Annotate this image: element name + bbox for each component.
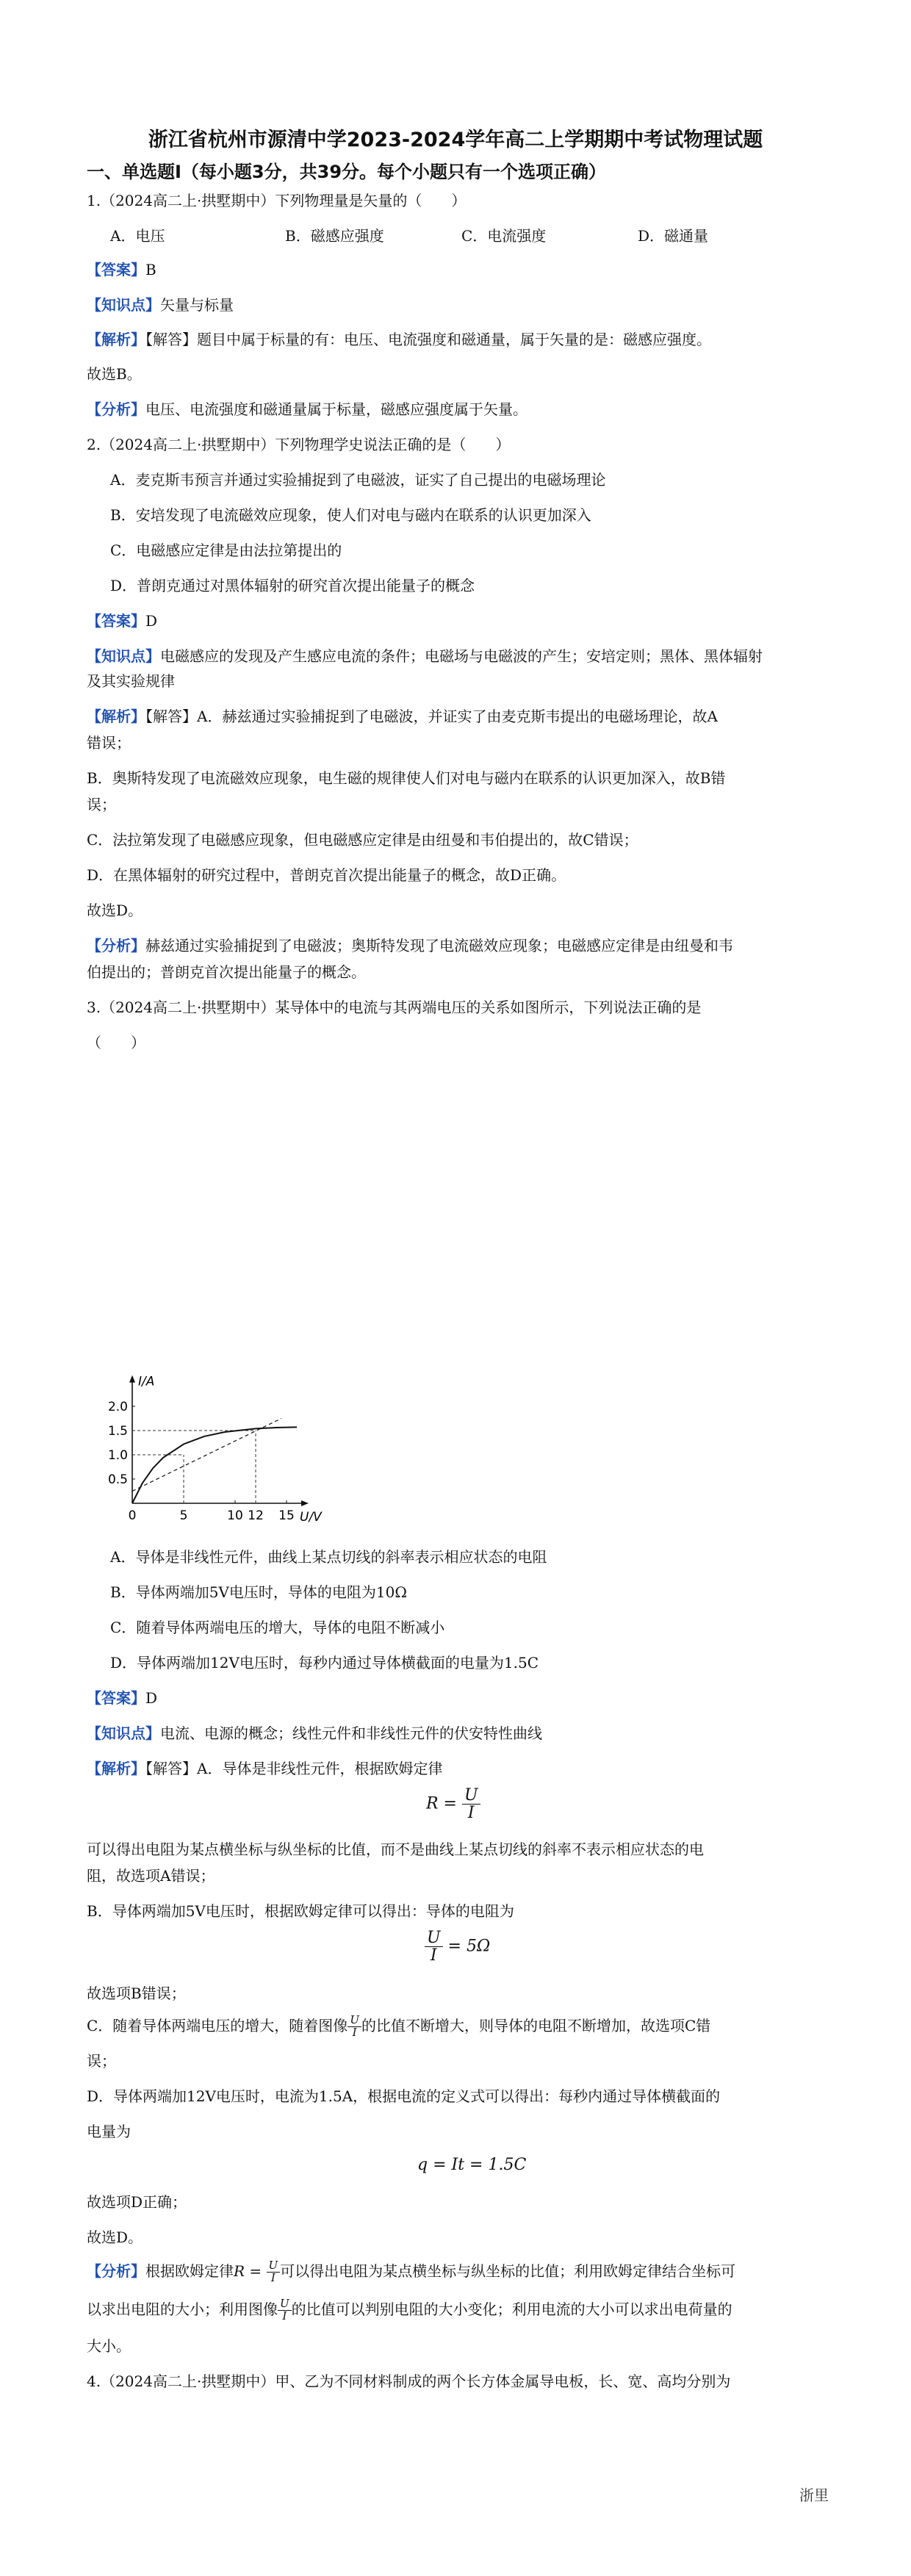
q2-analysis-b: B．奥斯特发现了电流磁效应现象，电生磁的规律使人们对电与磁内在联系的认识更加深入，故B错 [87,769,726,787]
q3-option-d: D．导体两端加12V电压时，每秒内通过导体横截面的电量为1.5C [110,1654,539,1672]
y-axis-arrow [129,1375,135,1383]
y-tick-label: 2.0 [107,1400,128,1414]
q2-option-a: A．麦克斯韦预言并通过实验捕捉到了电磁波，证实了自己提出的电磁场理论 [110,471,606,489]
iu-chart [88,1364,323,1540]
x-axis-arrow [301,1500,309,1506]
q2-stem: 2.（2024高二上·拱墅期中）下列物理学史说法正确的是（ ） [87,436,511,453]
equation-resistance: $\frac{U}{I}$ = 5Ω [425,1929,490,1964]
q2-fenxi: 【分析】赫兹通过实验捕捉到了电磁波；奥斯特发现了电流磁效应现象；电磁感应定律是由纽曼和韦 [87,937,733,954]
q1-analysis: 【解析】【解答】题目中属于标量的有：电压、电流强度和磁通量，属于矢量的是：磁感应强度。 [87,331,711,348]
q1-knowledge: 【知识点】矢量与标量 [87,296,234,314]
q3-option-a: A．导体是非线性元件，曲线上某点切线的斜率表示相应状态的电阻 [110,1548,547,1566]
q2-analysis-b-cont: 误； [87,796,116,813]
q2-analysis-c: C．法拉第发现了电磁感应现象，但电磁感应定律是由纽曼和韦伯提出的，故C错误； [87,831,638,849]
page-title: 浙江省杭州市源清中学2023-2024学年高二上学期期中考试物理试题 [148,129,763,151]
q1-option-c: C．电流强度 [461,227,547,245]
y-tick-label: 0.5 [107,1472,128,1487]
q3-option-b: B．导体两端加5V电压时，导体的电阻为10Ω [110,1583,407,1601]
q3-analysis-a3: 阻，故选项A错误； [87,1867,215,1885]
q3-fenxi: 【分析】根据欧姆定律R = $\frac{U}{I}$ 可以得出电阻为某点横坐标与纵坐标的比值；利用欧姆定律结合坐标可 [87,2259,736,2284]
page-footer: 浙里 [799,2486,829,2504]
iu-curve [132,1427,297,1503]
q3-knowledge: 【知识点】电流、电源的概念；线性元件和非线性元件的伏安特性曲线 [87,1724,542,1742]
q1-stem: 1.（2024高二上·拱墅期中）下列物理量是矢量的（ ） [87,192,467,209]
q3-fenxi-3: 大小。 [87,2337,131,2355]
q3-answer: 【答案】D [87,1689,158,1707]
q2-option-c: C．电磁感应定律是由法拉第提出的 [110,542,342,559]
q1-option-a: A．电压 [110,227,165,245]
q1-answer: 【答案】B [87,261,156,278]
q2-analysis-cont: 错误； [87,734,131,752]
q3-analysis-c: C．随着导体两端电压的增大，随着图像 $\frac{U}{I}$ 的比值不断增大，则导体的电阻不断增加，故选项C错 [87,2013,711,2039]
q1-conclusion: 故选B。 [87,365,142,383]
q3-analysis-a2: 可以得出电阻为某点横坐标与纵坐标的比值，而不是曲线上某点切线的斜率不表示相应状态的电 [87,1841,704,1858]
q1-fenxi: 【分析】电压、电流强度和磁通量属于标量，磁感应强度属于矢量。 [87,400,527,418]
q3-analysis-d2: 电量为 [87,2123,131,2140]
x-tick-label: 0 [128,1508,137,1523]
y-tick-label: 1.0 [107,1448,128,1463]
q2-conclusion: 故选D。 [87,902,143,919]
q2-option-b: B．安培发现了电流磁效应现象，使人们对电与磁内在联系的认识更加深入 [110,506,591,524]
y-tick-label: 1.5 [107,1424,128,1439]
q2-fenxi-cont: 伯提出的；普朗克首次提出能量子的概念。 [87,963,366,981]
section-heading: 一、单选题Ⅰ（每小题3分，共39分。每个小题只有一个选项正确） [87,162,607,182]
q1-option-b: B．磁感应强度 [285,227,384,245]
q1-option-d: D．磁通量 [638,227,709,245]
q3-analysis-d3: 故选项D正确； [87,2193,187,2211]
equation-ohms-law: R = $\frac{U}{I}$ [426,1787,480,1821]
q3-analysis-d: D．导体两端加12V电压时，电流为1.5A，根据电流的定义式可以得出：每秒内通过导体横截面的 [87,2087,721,2105]
q2-answer: 【答案】D [87,612,158,630]
q2-option-d: D．普朗克通过对黑体辐射的研究首次提出能量子的概念 [110,577,475,594]
q2-analysis: 【解析】【解答】A．赫兹通过实验捕捉到了电磁波，并证实了由麦克斯韦提出的电磁场理论，故A [87,708,718,725]
q3-analysis: 【解析】【解答】A．导体是非线性元件，根据欧姆定律 [87,1760,443,1777]
equation-charge: q = It = 1.5C [417,2156,527,2174]
q2-knowledge-cont: 及其实验规律 [87,672,175,690]
q3-analysis-b: B．导体两端加5V电压时，根据欧姆定律可以得出：导体的电阻为 [87,1902,514,1920]
x-axis-label: U/V [300,1510,322,1525]
q3-analysis-b2: 故选项B错误； [87,1985,186,2002]
q2-knowledge: 【知识点】电磁感应的发现及产生感应电流的条件；电磁场与电磁波的产生；安培定则；黑体、黑体辐射 [87,647,763,665]
q2-analysis-d: D．在黑体辐射的研究过程中，普朗克首次提出能量子的概念，故D正确。 [87,866,566,884]
q3-option-c: C．随着导体两端电压的增大，导体的电阻不断减小 [110,1619,445,1636]
q3-analysis-c2: 误； [87,2052,116,2070]
q3-stem-cont: （ ） [87,1034,145,1051]
q3-conclusion: 故选D。 [87,2228,143,2246]
x-tick-label: 5 [179,1508,188,1523]
x-tick-label: 12 [248,1508,264,1523]
x-tick-label: 10 [227,1508,243,1523]
x-tick-label: 15 [278,1508,295,1523]
q3-stem: 3.（2024高二上·拱墅期中）某导体中的电流与其两端电压的关系如图所示，下列说法正确的是 [87,999,702,1016]
y-axis-label: I/A [138,1374,155,1389]
q4-stem: 4.（2024高二上·拱墅期中）甲、乙为不同材料制成的两个长方体金属导电板，长、宽、高均分别为 [87,2372,731,2390]
q3-fenxi-2: 以求出电阻的大小；利用图像 $\frac{U}{I}$ 的比值可以判别电阻的大小变化；利用电流的大小可以求出电荷量的 [87,2297,732,2323]
